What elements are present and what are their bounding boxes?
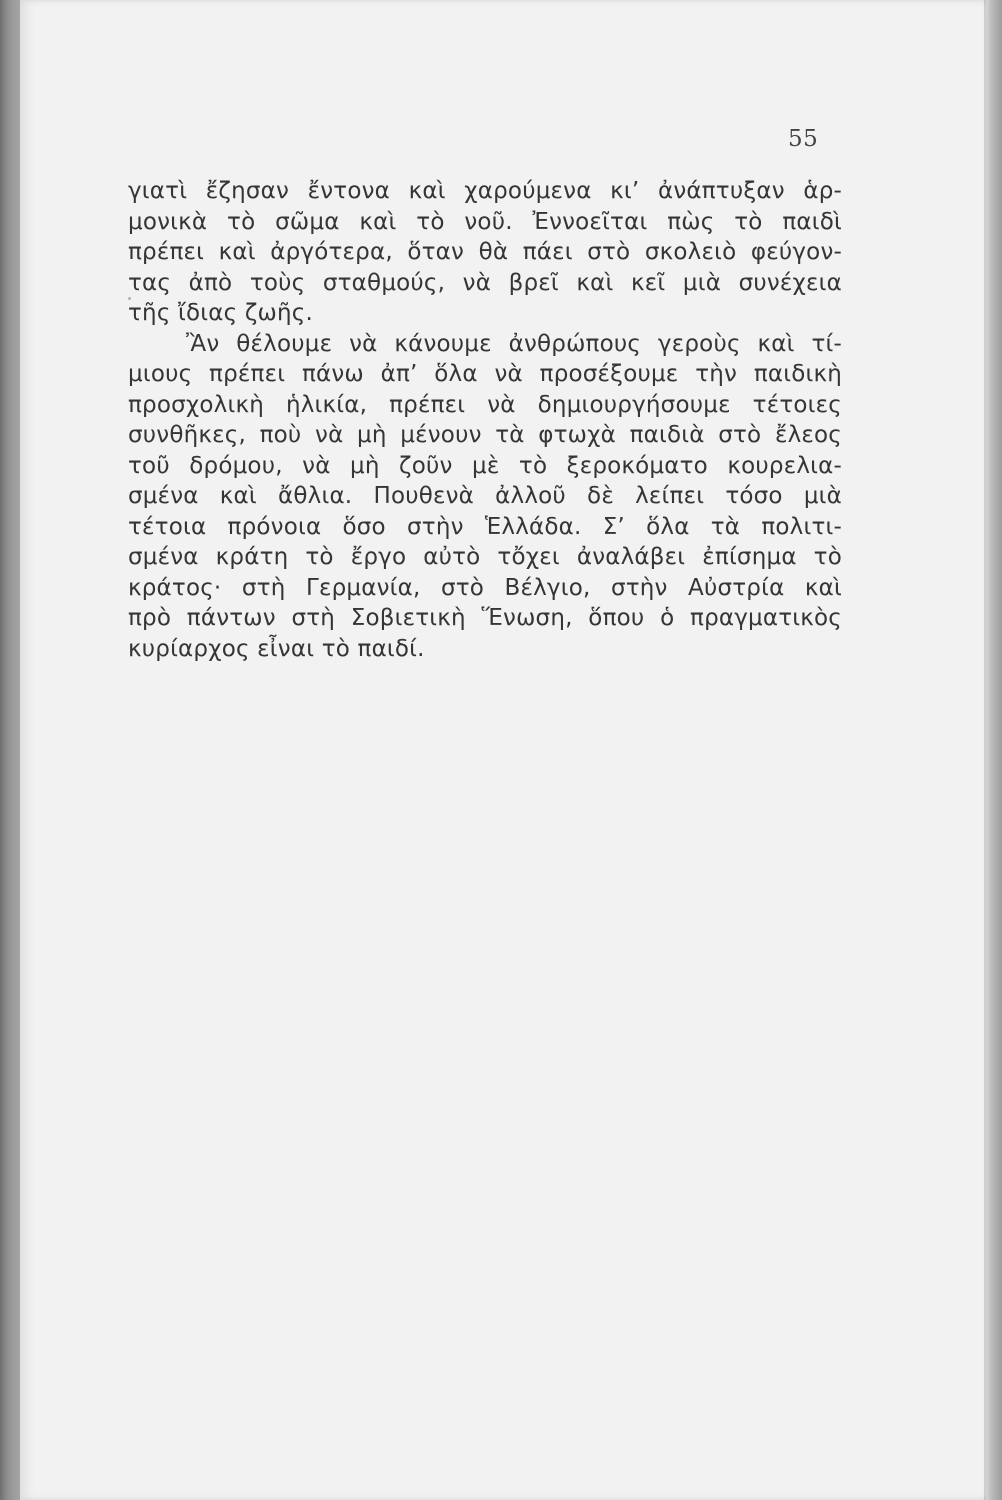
paragraph-1-line-4: τας ἀπὸ τοὺς σταθμούς, νὰ βρεῖ καὶ κεῖ μιὰ συνέχεια [128, 269, 842, 296]
paragraph-2-line-3: προσχολικὴ ἡλικία, πρέπει νὰ δημιουργήσουμε τέτοιες [128, 391, 842, 418]
paper-speck [128, 297, 131, 300]
paragraph-2-line-10: πρὸ πάντων στὴ Σοβιετικὴ Ἕνωση, ὅπου ὁ πραγματικὸς [128, 605, 842, 631]
paragraph-2-line-2: μιους πρέπει πάνω ἀπ’ ὅλα νὰ προσέξουμε τὴν παιδικὴ [128, 361, 842, 387]
paragraph-1-line-3: πρέπει καὶ ἀργότερα, ὅταν θὰ πάει στὸ σκολειὸ φεύγον- [128, 239, 842, 265]
paragraph-2-line-9: κράτος· στὴ Γερμανία, στὸ Βέλγιο, στὴν Αὐστρία καὶ [128, 574, 842, 601]
paragraph-1-line-1: γιατὶ ἔζησαν ἔντονα καὶ χαρούμενα κι’ ἀνάπτυξαν ἁρ- [128, 178, 842, 204]
paragraph-2-line-1: Ἂν θέλουμε νὰ κάνουμε ἀνθρώπους γεροὺς καὶ τί- [186, 330, 842, 357]
paragraph-1-line-2: μονικὰ τὸ σῶμα καὶ τὸ νοῦ. Ἐννοεῖται πὼς τὸ παιδὶ [128, 208, 842, 235]
paragraph-2-line-11: κυρίαρχος εἶναι τὸ παιδί. [128, 635, 425, 662]
paragraph-2-line-7: τέτοια πρόνοια ὅσο στὴν Ἑλλάδα. Σ’ ὅλα τὰ πολιτι- [128, 513, 842, 540]
paragraph-2-line-6: σμένα καὶ ἄθλια. Πουθενὰ ἀλλοῦ δὲ λείπει τόσο μιὰ [128, 483, 842, 509]
page-number: 55 [788, 126, 819, 152]
paragraph-2-line-8: σμένα κράτη τὸ ἔργο αὐτὸ τὄχει ἀναλάβει ἐπίσημα τὸ [128, 544, 842, 570]
page-right-edge [986, 0, 1002, 1500]
paragraph-2-line-5: τοῦ δρόμου, νὰ μὴ ζοῦν μὲ τὸ ξεροκόματο κουρελια- [128, 452, 842, 479]
paragraph-2-line-4: συνθῆκες, ποὺ νὰ μὴ μένουν τὰ φτωχὰ παιδιὰ στὸ ἔλεος [128, 422, 842, 448]
body-text [128, 176, 842, 664]
book-page [20, 0, 988, 1500]
paragraph-1-line-5: τῆς ἴδιας ζωῆς. [128, 300, 314, 326]
